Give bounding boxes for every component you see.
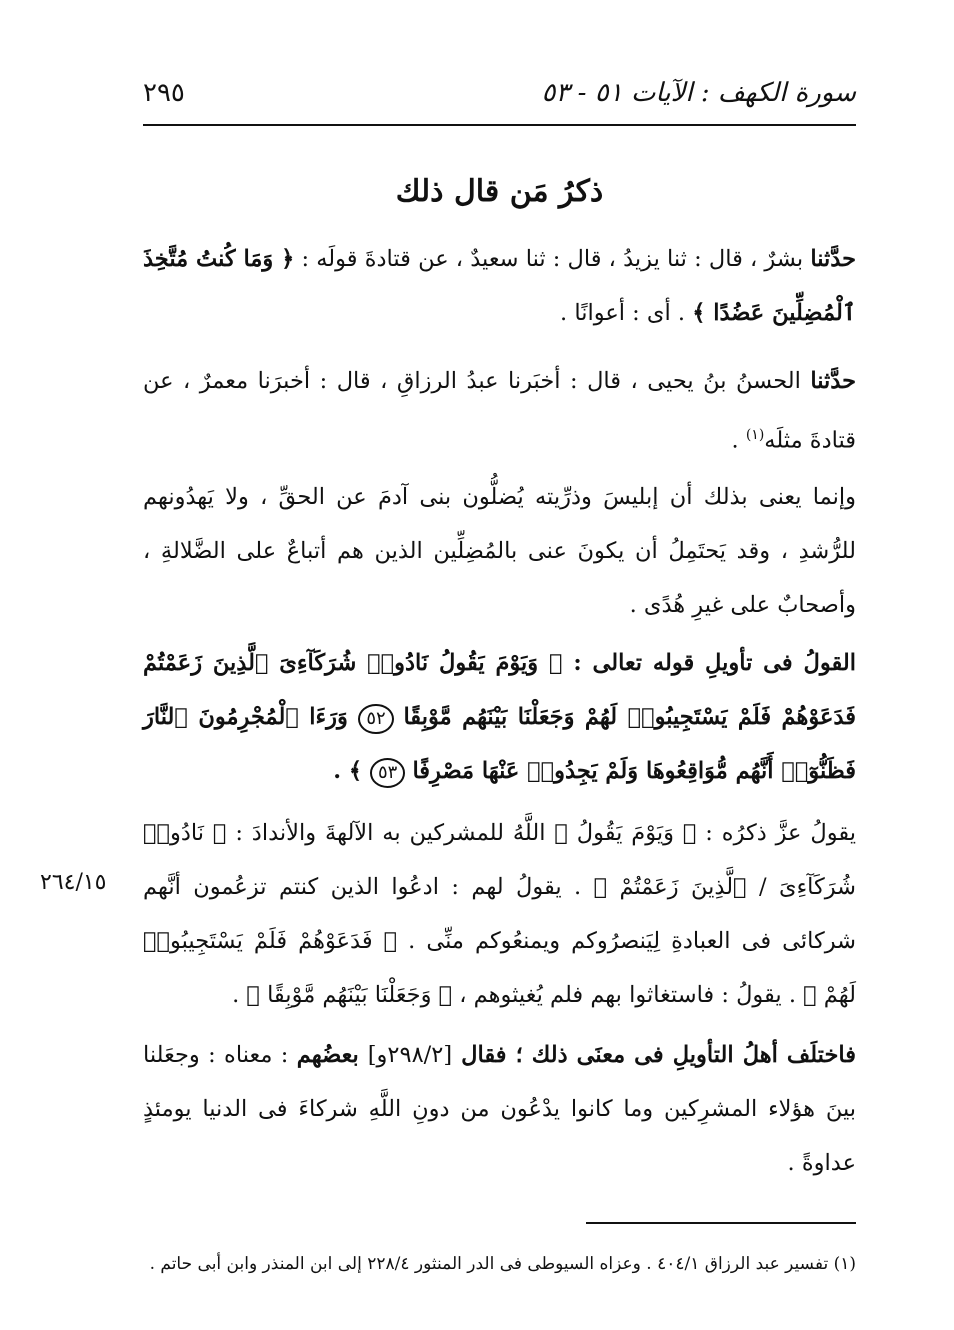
quran-quote: ﴿ وَيَوْمَ يَقُولُ نَادُوا۟ شُرَكَآءِىَ ٱلَّذِينَ زَعَمْتُمْ فَدَعَوْهُمْ فَلَمْ يَسْتَجِيبُوا۟ لَهُمْ وَجَعَلْنَا بَيْنَهُم مَّوْبِقًا [143, 650, 856, 730]
verse-number: ٥٢ [358, 704, 393, 734]
paragraph-text: يقولُ عزَّ ذكرُه : ﴿ وَيَوْمَ يَقُولُ ﴾ اللَّهُ للمشركين به الآلهةَ والأندادَ : ﴿ نَادُوا۟ شُرَكَآءِىَ / ٱلَّذِينَ زَعَمْتُمْ ﴾ . يقولُ لهم : ادعُوا الذين كنتم تزعُمون أنَّهم شركائى فى العبادةِ لِيَنصرُوكم ويمنعُوكم منِّى . ﴿ فَدَعَوْهُمْ فَلَمْ يَسْتَجِيبُوا۟ لَهُمْ ﴾ . يقولُ : فاستغاثوا بهم فلم يُغيثوهم ، ﴿ وَجَعَلْنَا بَيْنَهُم مَّوْبِقًا ﴾ . [143, 820, 856, 1008]
paragraph-4 [143, 636, 856, 798]
paragraph-text: بشرٌ ، قال : ثنا يزيدُ ، قال : ثنا سعيدٌ ، عن قتادةَ قولَه : [294, 246, 811, 272]
margin-reference: ٢٦٤/١٥ [40, 870, 107, 895]
manuscript-reference: [٢٩٨/٢و] [367, 1042, 453, 1068]
paragraph-lead-2: بعضُهم [296, 1042, 368, 1068]
header-rule [143, 124, 856, 126]
paragraph-lead: حدَّثنا [810, 368, 856, 394]
quran-quote-continued: وَرَءَا ٱلْمُجْرِمُونَ ٱلنَّارَ فَظَنُّوٓا۟ أَنَّهُم مُّوَاقِعُوهَا وَلَمْ يَجِدُوا۟ عَنْهَا مَصْرِفًا [143, 704, 856, 784]
paragraph-lead: حدَّثنا [810, 246, 856, 272]
paragraph-text: وإنما يعنى بذلك أن إبليسَ وذرِّيته يُضلُّون بنى آدمَ عن الحقِّ ، ولا يَهدُونهم للرُّشدِ ، وقد يَحتَمِلُ أن يكونَ عنى بالمُضِلِّين الذين هم أتباعٌ على الضَّلالةِ ، وأصحابٌ على غيرِ هُدًى . [143, 484, 856, 618]
paragraph-lead: القولُ فى تأويلِ قوله تعالى : [562, 650, 856, 676]
section-heading: ذكرُ مَن قال ذلك [395, 174, 604, 209]
paragraph-lead: فاختلَف أهلُ التأويلِ فى معنَى ذلك ؛ فقال [452, 1042, 856, 1068]
paragraph-1 [143, 232, 856, 340]
verse-number: ٥٣ [370, 758, 405, 788]
footnote-marker: (١) [745, 427, 765, 443]
paragraph-5 [143, 806, 856, 1022]
paragraph-text: الحسنُ بنُ يحيى ، قال : أخبَرنا عبدُ الرزاقِ ، قال : أخبرَنا معمرٌ ، عن قتادةَ مثلَه [143, 368, 856, 454]
paragraph-tail: . أى : أعوانًا . [560, 300, 693, 326]
page-header [143, 78, 856, 118]
running-title: سورة الكهف : الآيات ٥١ - ٥٣ [541, 78, 856, 108]
paragraph-tail: . [731, 427, 746, 454]
paragraph-2 [143, 354, 856, 468]
page-number: ٢٩٥ [143, 78, 185, 108]
paragraph-text: : معناه : وجعَلنا بينَ هؤلاء المشرِكين وما كانوا يدْعُون من دونِ اللَّهِ شركاءَ فى الدنيا يومئذٍ عداوةً . [143, 1042, 856, 1176]
quran-close: ﴾ . [333, 758, 370, 784]
paragraph-3 [143, 470, 856, 632]
paragraph-6 [143, 1028, 856, 1190]
footnote: (١) تفسير عبد الرزاق ٤٠٤/١ . وعزاه السيوطى فى الدر المنثور ٢٢٨/٤ إلى ابن المنذر وابن أبى حاتم . [149, 1254, 856, 1274]
footnote-rule [586, 1222, 856, 1224]
quran-quote: ﴿ وَمَا كُنتُ مُتَّخِذَ ٱلْمُضِلِّينَ عَضُدًا ﴾ [143, 246, 856, 326]
